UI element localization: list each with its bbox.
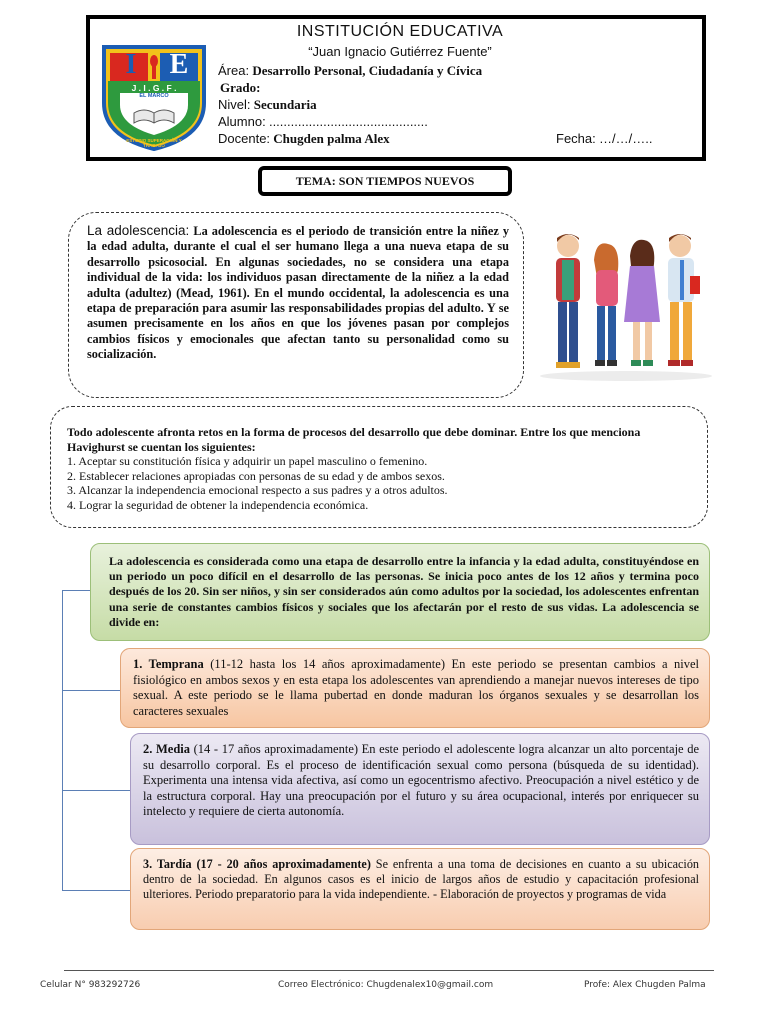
connector-branch xyxy=(62,690,120,691)
nivel-value: Secundaria xyxy=(253,97,317,112)
development-challenges-box xyxy=(50,406,708,528)
logo-motto: ESTUDIO SUPERACIÓN Y TRABAJO xyxy=(126,138,182,148)
fecha-row xyxy=(556,131,652,147)
logo-letter-left: I xyxy=(125,49,137,80)
docente-row xyxy=(218,131,390,147)
footer-teacher: Profe: Alex Chugden Palma xyxy=(584,980,706,990)
definition-lead: La adolescencia: xyxy=(87,223,190,238)
document-header xyxy=(86,15,706,161)
fecha-value: …/…/….. xyxy=(599,131,653,146)
grado-row xyxy=(220,80,260,96)
stage-title: 1. Temprana xyxy=(133,657,204,671)
alumno-value: ............................................ xyxy=(268,114,428,129)
stage-title: 2. Media xyxy=(143,742,191,756)
area-label: Área: xyxy=(218,63,250,78)
footer-divider xyxy=(64,970,714,971)
stage-title: 3. Tardía (17 - 20 años aproximadamente) xyxy=(143,857,371,871)
stage-text: (14 - 17 años aproximadamente) En este periodo el adolescente logra alcanzar un alto porcentaje de su desarrollo corporal. Es el proceso de identificación sexual como persona (búsqueda de su identidad). Experimenta una intensa vida afectiva, así como un egocentrismo afectivo. Preocupación a nivel estético y de la estructura corporal. Hay una preocupación por el futuro y su área ocupacional, interés por enriquecer su intelecto y requiere de cierta autonomía. xyxy=(143,742,700,819)
footer-phone: Celular N° 983292726 xyxy=(40,980,141,990)
connector-branch xyxy=(62,790,130,791)
school-name: “Juan Ignacio Gutiérrez Fuente” xyxy=(308,44,492,59)
grado-label: Grado: xyxy=(220,80,261,95)
stage-text: Se enfrenta a una toma de decisiones en cuanto a su ubicación dentro de la sociedad. En algunos casos es el inicio de largos años de estudio y capacitación profesional ulteriores. Periodo preparatorio para la vida independiente. - Elaboración de proyectos y programas de vida xyxy=(143,857,700,901)
area-value: Desarrollo Personal, Ciudadanía y Cívica xyxy=(252,63,483,78)
docente-value: Chugden palma Alex xyxy=(273,131,390,146)
challenge-item: 1. Aceptar su constitución física y adquirir un papel masculino o femenino. xyxy=(67,454,428,469)
stage-text: (11-12 hasta los 14 años aproximadamente) En este periodo se presentan cambios a nivel fisiológico en ambos sexos y en esta etapa los adolescentes van aprendiendo a manejar nuevos intereses de tipo sexual. A este periodo se le llama pubertad en donde maduran los órganos sexuales y se desarrollan los caracteres sexuales xyxy=(133,657,699,718)
definition-text: La adolescencia es el periodo de transición entre la niñez y la edad adulta, durante el cual el ser humano llega a una nueva etapa de su desarrollo psicosocial. En algunas sociedades, no se considera una etapa individual de la vida: los individuos pasan directamente de la niñez a la edad adulta (adultez) (Mead, 1961). En el mundo occidental, la adolescencia es una etapa de preparación para asumir las responsabilidades propias del adulto. Y se asumen precisamente en los años en que los jóvenes pasan por complejos cambios físicos y emocionales que afectan tanto su personalidad como su socialización. xyxy=(87,224,509,362)
docente-label: Docente: xyxy=(218,131,271,146)
area-row xyxy=(218,63,482,79)
alumno-row xyxy=(218,114,428,130)
alumno-label: Alumno: xyxy=(218,114,266,129)
stage-early-box xyxy=(120,648,710,728)
stage-middle-box xyxy=(130,733,710,845)
footer-email: Correo Electrónico: Chugdenalex10@gmail.com xyxy=(278,980,494,990)
connector-line xyxy=(62,590,63,890)
challenge-item: 3. Alcanzar la independencia emocional respecto a sus padres y a otros adultos. xyxy=(67,483,448,498)
connector-branch xyxy=(62,890,130,891)
nivel-row xyxy=(218,97,317,113)
nivel-label: Nivel: xyxy=(218,97,251,112)
logo-subtitle: EL MARCO xyxy=(139,93,169,99)
logo-acronym: J . I . G . F . xyxy=(131,83,177,93)
teenagers-illustration xyxy=(538,226,714,382)
challenge-item: 4. Lograr la seguridad de obtener la independencia económica. xyxy=(67,497,369,512)
challenges-intro: Todo adolescente afronta retos en la forma de procesos del desarrollo que debe dominar. Entre los que menciona Havighurst se cuentan los siguientes: xyxy=(67,425,641,454)
institution-title: INSTITUCIÓN EDUCATIVA xyxy=(296,23,504,40)
fecha-label: Fecha: xyxy=(556,131,596,146)
connector-branch xyxy=(62,590,90,591)
adolescence-definition-box xyxy=(68,212,524,398)
challenge-item: 2. Establecer relaciones apropiadas con personas de su edad y de ambos sexos. xyxy=(67,468,445,483)
stage-late-box xyxy=(130,848,710,930)
adolescence-division-box: La adolescencia es considerada como una etapa de desarrollo entre la infancia y la edad adulta, constituyéndose en un periodo un poco difícil en el desarrollo de las personas. Se inicia poco antes de los 12 años y termina poco después de los 20. Sin ser niños, y sin ser considerados aún como adultos por la sociedad, los adolescentes enfrentan una serie de constantes cambios físicos y sociales que los afectarán por el resto de sus vidas. La adolescencia se divide en: xyxy=(90,543,710,641)
topic-title: TEMA: SON TIEMPOS NUEVOS xyxy=(258,166,512,196)
logo-letter-right: E xyxy=(169,49,189,80)
